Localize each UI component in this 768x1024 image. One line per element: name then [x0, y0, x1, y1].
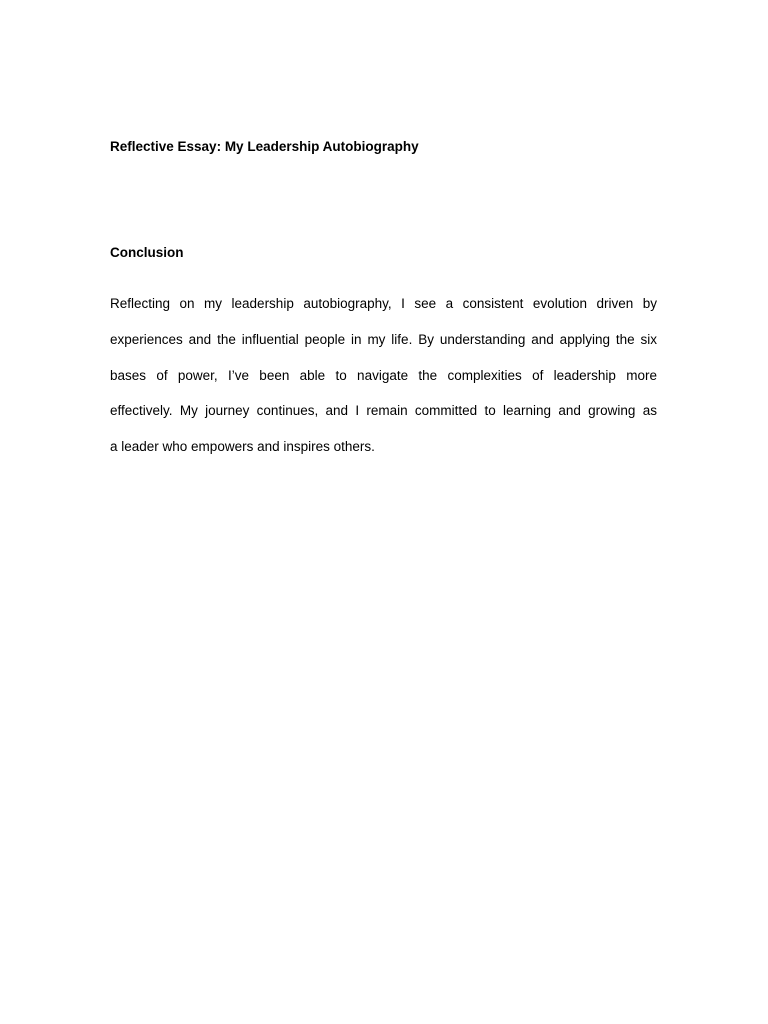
paragraph-line: effectively. My journey continues, and I remain committed to learning and growing as: [110, 403, 657, 419]
document-title: Reflective Essay: My Leadership Autobiography: [110, 139, 419, 154]
section-heading-conclusion: Conclusion: [110, 245, 184, 260]
paragraph-line: bases of power, I’ve been able to navigate the complexities of leadership more: [110, 367, 657, 383]
paragraph-line: Reflecting on my leadership autobiography, I see a consistent evolution driven by: [110, 296, 657, 311]
paragraph-line: experiences and the influential people in my life. By understanding and applying the six: [110, 331, 657, 347]
paragraph-line: a leader who empowers and inspires others.: [110, 439, 375, 454]
conclusion-paragraph: [110, 286, 657, 465]
